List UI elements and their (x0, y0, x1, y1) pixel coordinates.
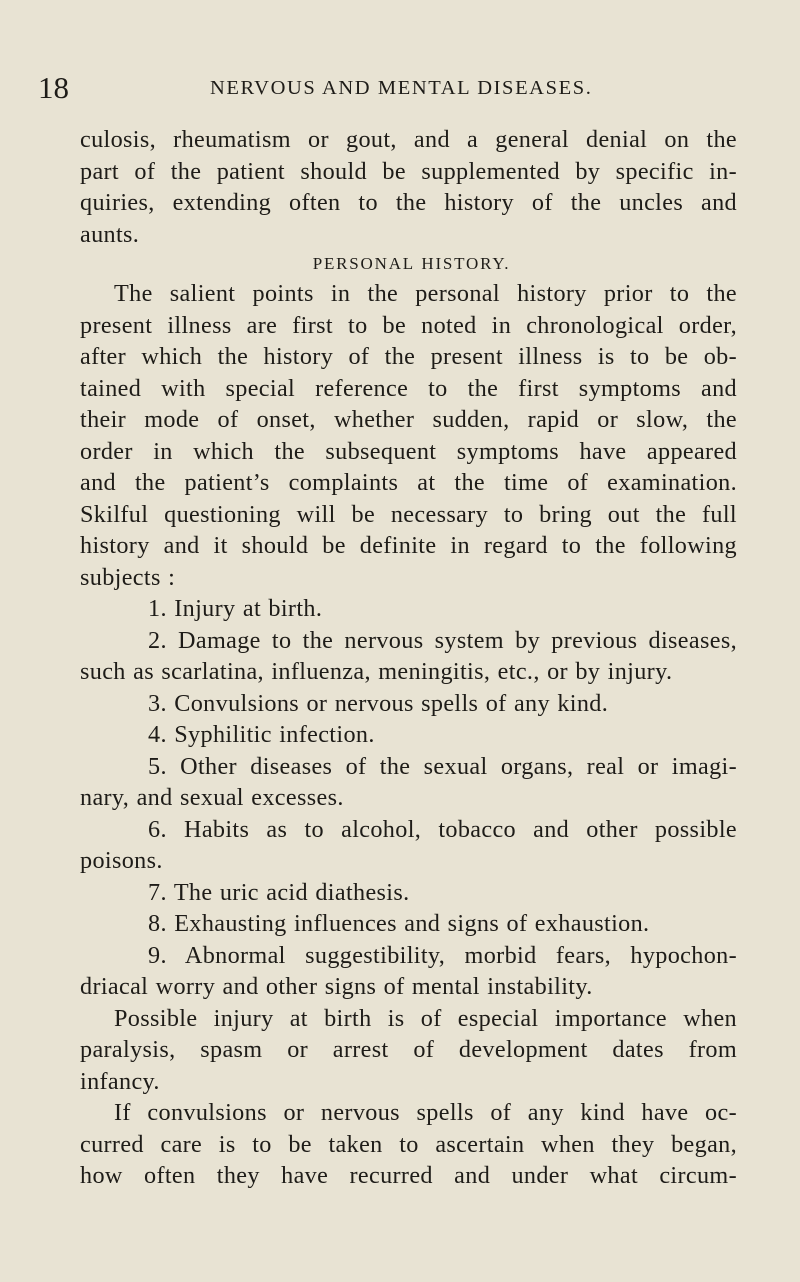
item-number: 8. (148, 910, 167, 937)
item-text: Exhausting influences and signs of exhaustion. (174, 910, 650, 937)
text-line: curred care is to be taken to ascertain when they began, (80, 1130, 737, 1158)
list-item (80, 814, 737, 846)
list-item (80, 877, 737, 909)
text-line: tained with special reference to the first symptoms and (80, 374, 737, 402)
body-text (80, 124, 737, 1192)
page-header (38, 68, 758, 108)
item-number: 2. (148, 626, 167, 654)
item-number: 4. (148, 721, 167, 748)
text-line: after which the history of the present illness is to be ob- (80, 343, 737, 370)
text-line: how often they have recurred and under what circum- (80, 1162, 737, 1189)
text-line: poisons. (80, 847, 163, 874)
item-number: 6. (148, 815, 167, 843)
text-line: present illness are first to be noted in chronological order, (80, 311, 737, 339)
item-number: 9. (148, 941, 167, 969)
list-item (80, 908, 737, 940)
list-item (80, 688, 737, 720)
text-line: nary, and sexual excesses. (80, 784, 344, 811)
list-item (80, 751, 737, 783)
item-number: 7. (148, 878, 167, 906)
text-line: such as scarlatina, influenza, meningitis, etc., or by injury. (80, 658, 673, 685)
section-heading: PERSONAL HISTORY. (312, 254, 511, 273)
text-line: their mode of onset, whether sudden, rapid or slow, the (80, 406, 737, 433)
item-text: Injury at birth. (174, 595, 323, 622)
text-line: If convulsions or nervous spells of any kind have oc- (114, 1099, 737, 1126)
list-item (80, 625, 737, 657)
text-line: infancy. (80, 1067, 160, 1095)
item-number: 1. (148, 595, 167, 622)
text-line: Skilful questioning will be necessary to bring out the full (80, 500, 737, 528)
text-line: quiries, extending often to the history of the uncles and (80, 189, 737, 216)
text-line: The salient points in the personal history prior to the (114, 280, 737, 307)
text-line: part of the patient should be supplemented by specific in- (80, 157, 737, 185)
running-head: NERVOUS AND MENTAL DISEASES. (210, 77, 593, 99)
text-line: history and it should be definite in regard to the following (80, 532, 737, 559)
list-item (80, 719, 737, 751)
item-text: The uric acid diathesis. (173, 878, 410, 906)
text-line: and the patient’s complaints at the time of examination. (80, 469, 737, 496)
text-line: culosis, rheumatism or gout, and a general denial on the (80, 126, 737, 153)
item-text: Habits as to alcohol, tobacco and other possible (184, 815, 737, 843)
text-line: aunts. (80, 220, 140, 248)
text-line: Possible injury at birth is of especial importance when (114, 1004, 737, 1032)
item-number: 3. (148, 689, 167, 717)
text-line: order in which the subsequent symptoms have appeared (80, 437, 737, 465)
item-text: Convulsions or nervous spells of any kind. (174, 689, 609, 717)
text-line: subjects : (80, 563, 176, 591)
text-line: paralysis, spasm or arrest of development dates from (80, 1036, 737, 1063)
list-item (80, 940, 737, 972)
page-number: 18 (38, 70, 69, 105)
item-text: Abnormal suggestibility, morbid fears, hypochon- (184, 941, 737, 969)
item-text: Syphilitic infection. (174, 721, 375, 748)
item-text: Damage to the nervous system by previous diseases, (178, 626, 737, 654)
text-line: driacal worry and other signs of mental instability. (80, 973, 593, 1000)
item-number: 5. (148, 752, 167, 780)
list-item (80, 593, 737, 625)
item-text: Other diseases of the sexual organs, real or imagi- (180, 752, 737, 780)
